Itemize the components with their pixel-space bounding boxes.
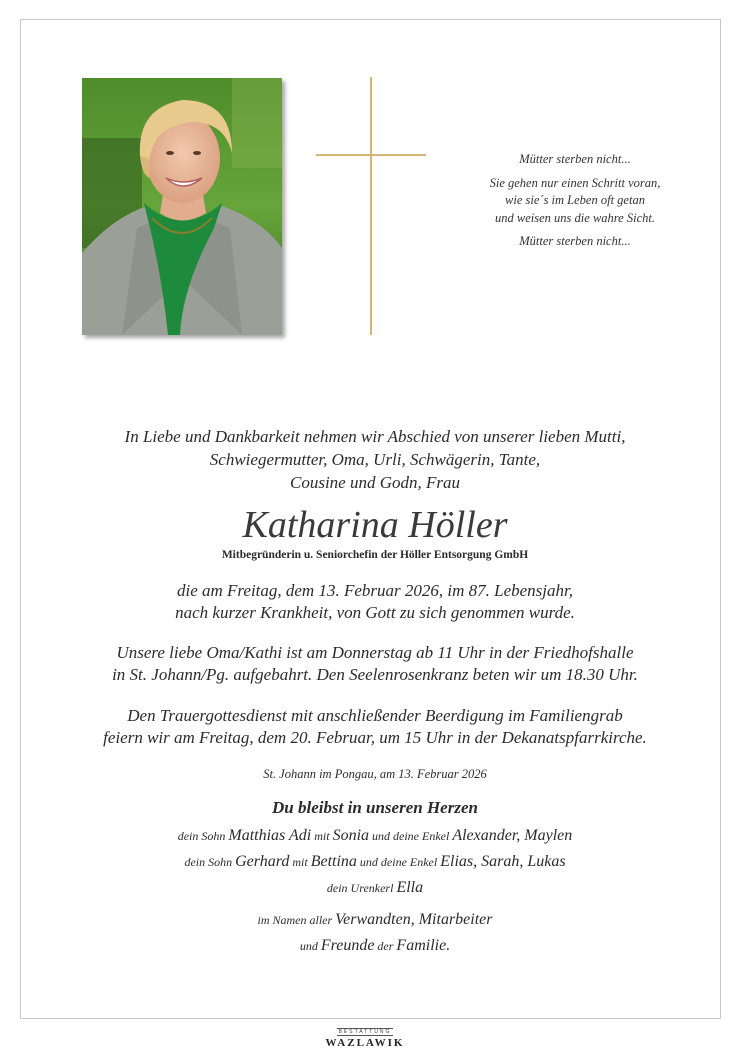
portrait-photo bbox=[82, 78, 282, 335]
poem-line: Mütter sterben nicht... bbox=[519, 152, 631, 166]
wake-line: Unsere liebe Oma/Kathi ist am Donnerstag ab 11 Uhr in der Friedhofshalle bbox=[116, 643, 634, 662]
family-name: Sonia bbox=[332, 827, 370, 844]
family-text: der bbox=[374, 939, 397, 953]
family-row bbox=[60, 875, 690, 901]
logo-small-text: BESTATTUNG bbox=[338, 1029, 392, 1035]
cross-vertical-bar bbox=[370, 77, 372, 335]
undertaker-logo bbox=[305, 1018, 425, 1049]
wake-paragraph bbox=[60, 642, 690, 686]
family-text: mit bbox=[289, 855, 311, 869]
family-text: dein Sohn bbox=[184, 855, 236, 869]
poem-line: wie sie´s im Leben oft getan bbox=[505, 193, 645, 207]
heart-line: Du bleibst in unseren Herzen bbox=[272, 798, 478, 817]
family-name: Bettina bbox=[310, 853, 357, 870]
funeral-line: Den Trauergottesdienst mit anschließender Beerdigung im Familiengrab bbox=[127, 706, 623, 725]
funeral-line: feiern wir am Freitag, dem 20. Februar, um 15 Uhr in der Dekanatspfarrkirche. bbox=[103, 728, 647, 747]
funeral-paragraph bbox=[60, 705, 690, 749]
poem-line: und weisen uns die wahre Sicht. bbox=[495, 210, 655, 225]
death-paragraph bbox=[60, 580, 690, 624]
family-row bbox=[60, 823, 690, 849]
family-text: mit bbox=[311, 829, 333, 843]
family-row bbox=[60, 849, 690, 875]
deceased-name: Katharina Höller bbox=[242, 504, 508, 546]
poem bbox=[465, 151, 685, 251]
family-text: dein Sohn bbox=[177, 829, 229, 843]
place-date: St. Johann im Pongau, am 13. Februar 2026 bbox=[263, 767, 487, 781]
family-text: und bbox=[299, 939, 321, 953]
wake-line: in St. Johann/Pg. aufgebahrt. Den Seelenrosenkranz beten wir um 18.30 Uhr. bbox=[112, 665, 638, 684]
logo-main-text: WAZLAWIK bbox=[325, 1037, 405, 1049]
family-name: Matthias Adi bbox=[228, 827, 312, 844]
family-text: dein Urenkerl bbox=[326, 881, 397, 895]
family-name: Gerhard bbox=[235, 853, 290, 870]
family-name: Familie. bbox=[396, 937, 451, 954]
family-name: Alexander, Maylen bbox=[452, 827, 573, 844]
intro-line: Schwiegermutter, Oma, Urli, Schwägerin, Tante, bbox=[209, 450, 541, 469]
deceased-subtitle: Mitbegründerin u. Seniorchefin der Höller Entsorgung GmbH bbox=[221, 549, 529, 561]
family-name: Elias, Sarah, Lukas bbox=[440, 853, 566, 870]
death-line: die am Freitag, dem 13. Februar 2026, im 87. Lebensjahr, bbox=[176, 581, 573, 600]
family-row bbox=[60, 933, 690, 959]
family-list bbox=[60, 823, 690, 959]
poem-line: Mütter sterben nicht... bbox=[519, 234, 631, 248]
death-line: nach kurzer Krankheit, von Gott zu sich genommen wurde. bbox=[175, 603, 575, 622]
family-text: im Namen aller bbox=[257, 913, 336, 927]
poem-line: Sie gehen nur einen Schritt voran, bbox=[489, 175, 661, 190]
family-name: Verwandten, Mitarbeiter bbox=[335, 911, 493, 928]
family-text: und deine Enkel bbox=[356, 855, 441, 869]
family-name: Ella bbox=[396, 879, 424, 896]
cross-horizontal-bar bbox=[316, 154, 426, 156]
family-row bbox=[60, 907, 690, 933]
family-name: Freunde bbox=[320, 937, 375, 954]
portrait-image bbox=[82, 78, 282, 335]
intro-text bbox=[60, 425, 690, 494]
intro-line: In Liebe und Dankbarkeit nehmen wir Abschied von unserer lieben Mutti, bbox=[124, 427, 626, 446]
family-text: und deine Enkel bbox=[369, 829, 453, 843]
intro-line: Cousine und Godn, Frau bbox=[290, 473, 460, 492]
